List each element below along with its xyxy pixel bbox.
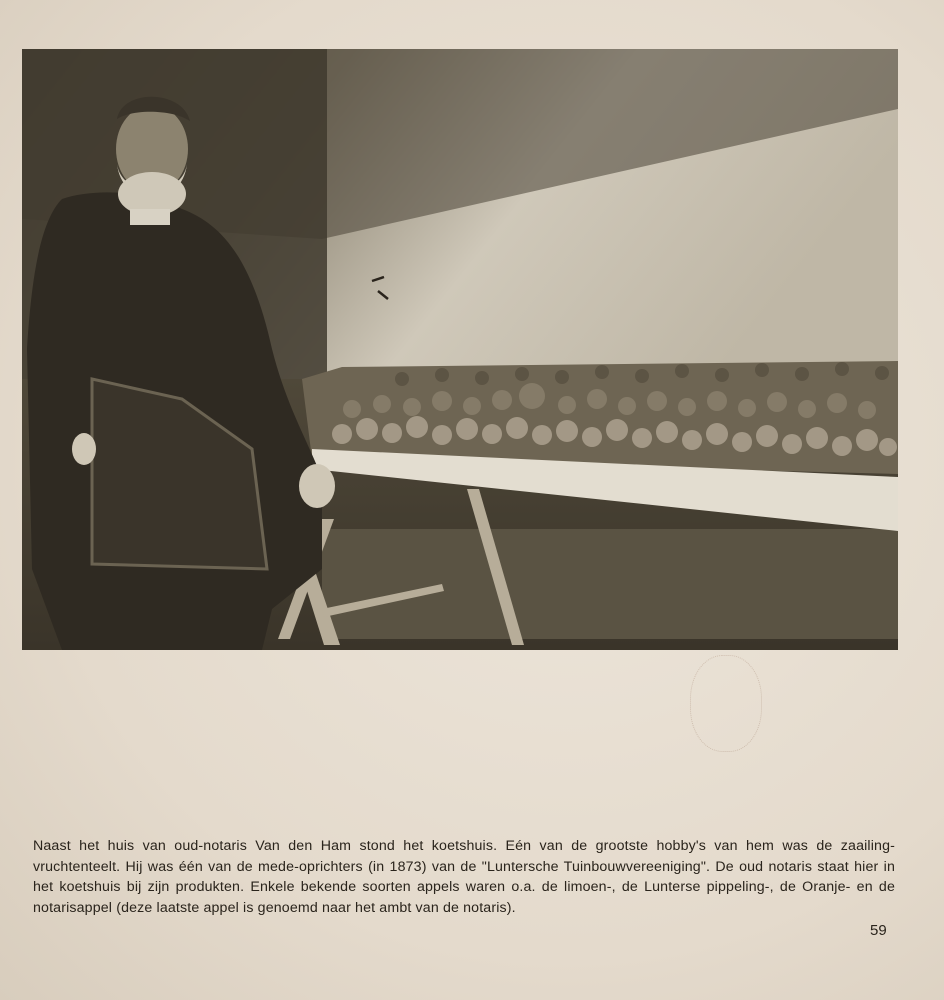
historical-photo — [22, 49, 898, 650]
page-number: 59 — [870, 922, 887, 939]
paper-stain — [690, 655, 762, 752]
photo-caption: Naast het huis van oud-notaris Van den Ham stond het koetshuis. Eén van de grootste hobby's van hem was de zaailing-vruchtenteelt. Hij was één van de mede-oprichters (in 1873) van de "Luntersche Tuinbouwvereeniging". De oud notaris staat hier in het koetshuis bij zijn produkten. Enkele bekende soorten appels waren o.a. de limoen-, de Lunterse pippeling-, de Oranje- en de notarisappel (deze laatste appel is genoemd naar het ambt van de notaris). — [33, 838, 895, 916]
photo-illustration — [22, 49, 898, 650]
